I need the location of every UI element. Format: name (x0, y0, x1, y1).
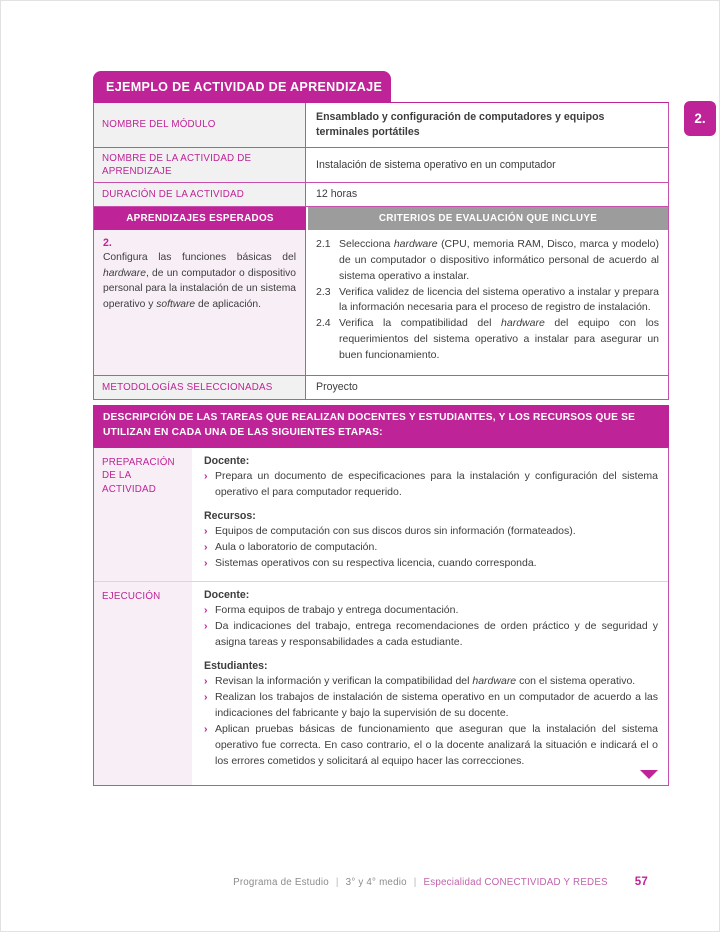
table-row-execution (94, 581, 668, 785)
bullet-icon: › (204, 723, 208, 736)
expected-learning-header: APRENDIZAJES ESPERADOS (94, 207, 306, 230)
module-value: Ensamblado y configuración de computadores y equipos terminales portátiles (316, 111, 605, 138)
activity-name-label: NOMBRE DE LA ACTIVIDAD DE APRENDIZAJE (94, 148, 306, 182)
methodologies-label: METODOLOGÍAS SELECCIONADAS (94, 376, 306, 399)
criteria-text: Selecciona hardware (CPU, memoria RAM, Disco, marca y modelo) de un computador o dispositivo informático personal de acuerdo al sistema operativo a instalar. (339, 238, 659, 282)
resources-group (204, 510, 658, 572)
list-item: › Equipos de computación con sus discos duros sin información (formateados). (204, 524, 658, 540)
bullet-icon: › (204, 691, 208, 704)
list-item: › Aula o laboratorio de computación. (204, 540, 658, 556)
table-header-row (94, 206, 668, 230)
list-item: › Sistemas operativos con su respectiva licencia, cuando corresponda. (204, 556, 658, 572)
duration-label: DURACIÓN DE LA ACTIVIDAD (94, 183, 306, 206)
preparation-label: PREPARACIÓN DE LA ACTIVIDAD (94, 448, 192, 582)
module-label: NOMBRE DEL MÓDULO (94, 103, 306, 147)
page-number: 57 (634, 876, 648, 888)
table-row-methodologies (94, 375, 668, 399)
evaluation-criteria-header: CRITERIOS DE EVALUACIÓN QUE INCLUYE (306, 207, 668, 230)
activity-name-value: Instalación de sistema operativo en un computador (316, 158, 556, 171)
list-item: › Prepara un documento de especificaciones para la instalación y configuración del sistema operativo el para computador requerido. (204, 469, 658, 501)
table-row-learning-criteria (94, 230, 668, 375)
students-group (204, 660, 658, 770)
teacher-group (204, 455, 658, 501)
criteria-item (316, 237, 659, 284)
page-title-label: EJEMPLO DE ACTIVIDAD DE APRENDIZAJE (106, 79, 383, 94)
page-content (93, 71, 669, 786)
teacher-heading: Docente: (204, 454, 250, 467)
methodologies-value: Proyecto (316, 381, 358, 394)
criteria-item (316, 316, 659, 363)
bullet-icon: › (204, 540, 208, 553)
teacher-heading: Docente: (204, 589, 250, 602)
duration-value: 12 horas (316, 188, 358, 201)
criteria-number: 2.4 (316, 317, 331, 330)
table-row-preparation (94, 448, 668, 582)
teacher-group (204, 589, 658, 651)
criteria-text: Verifica validez de licencia del sistema operativo a instalar y prepara la información necesaria para el proceso de registro de instalación. (339, 285, 659, 314)
resources-heading: Recursos: (204, 509, 256, 522)
footer-grade: 3° y 4° medio (345, 877, 407, 888)
activity-info-table (93, 102, 669, 400)
footer-separator: | (413, 877, 417, 888)
learning-number: 2. (103, 237, 112, 250)
bullet-icon: › (204, 604, 208, 617)
preparation-content (192, 448, 668, 582)
learning-text: Configura las funciones básicas del hardware, de un computador o dispositivo personal para la instalación de un sistema operativo y software de aplicación. (103, 252, 296, 310)
criteria-cell (306, 230, 668, 375)
list-item: › Revisan la información y verifican la compatibilidad del hardware con el sistema operativo. (204, 674, 658, 690)
footer-program: Programa de Estudio (233, 877, 329, 888)
criteria-item (316, 285, 659, 317)
table-row-duration (94, 182, 668, 206)
stages-table (93, 447, 669, 787)
description-band: DESCRIPCIÓN DE LAS TAREAS QUE REALIZAN DOCENTES Y ESTUDIANTES, Y LOS RECURSOS QUE SE UTILIZAN EN CADA UNA DE LAS SIGUIENTES ETAPAS: (93, 405, 669, 447)
bullet-icon: › (204, 469, 208, 482)
page-title (93, 71, 391, 102)
footer-separator: | (335, 877, 339, 888)
criteria-number: 2.3 (316, 285, 331, 298)
bullet-icon: › (204, 524, 208, 537)
table-row-module (94, 103, 668, 147)
bullet-icon: › (204, 556, 208, 569)
down-triangle-icon (640, 770, 658, 779)
criteria-text: Verifica la compatibilidad del hardware del equipo con los requerimientos del sistema operativo a instalar para asegurar un buen funcionamiento. (339, 317, 659, 361)
expected-learning-cell (94, 230, 306, 375)
footer-specialty: Especialidad CONECTIVIDAD Y REDES (423, 877, 608, 888)
bullet-icon: › (204, 675, 208, 688)
chapter-tab: 2. (684, 101, 716, 136)
bullet-icon: › (204, 620, 208, 633)
list-item: › Realizan los trabajos de instalación de sistema operativo en un computador de acuerdo a las indicaciones del fabricante y bajo la supervisión de su docente. (204, 690, 658, 722)
execution-content (192, 582, 668, 785)
table-row-activity-name (94, 147, 668, 182)
list-item: › Da indicaciones del trabajo, entrega recomendaciones de orden práctico y de seguridad y asigna tareas y responsabilidades a cada estudiante. (204, 619, 658, 651)
list-item: › Aplican pruebas básicas de funcionamiento que aseguran que la instalación del sistema operativo fue correcta. En caso contrario, el o la docente analizará la situación e indicará el o los errores cometidos y solicitará al equipo hacer las correcciones. (204, 722, 658, 770)
execution-label: EJECUCIÓN (94, 582, 192, 785)
criteria-number: 2.1 (316, 238, 331, 251)
page-footer (233, 876, 648, 888)
students-heading: Estudiantes: (204, 660, 268, 673)
list-item: › Forma equipos de trabajo y entrega documentación. (204, 603, 658, 619)
